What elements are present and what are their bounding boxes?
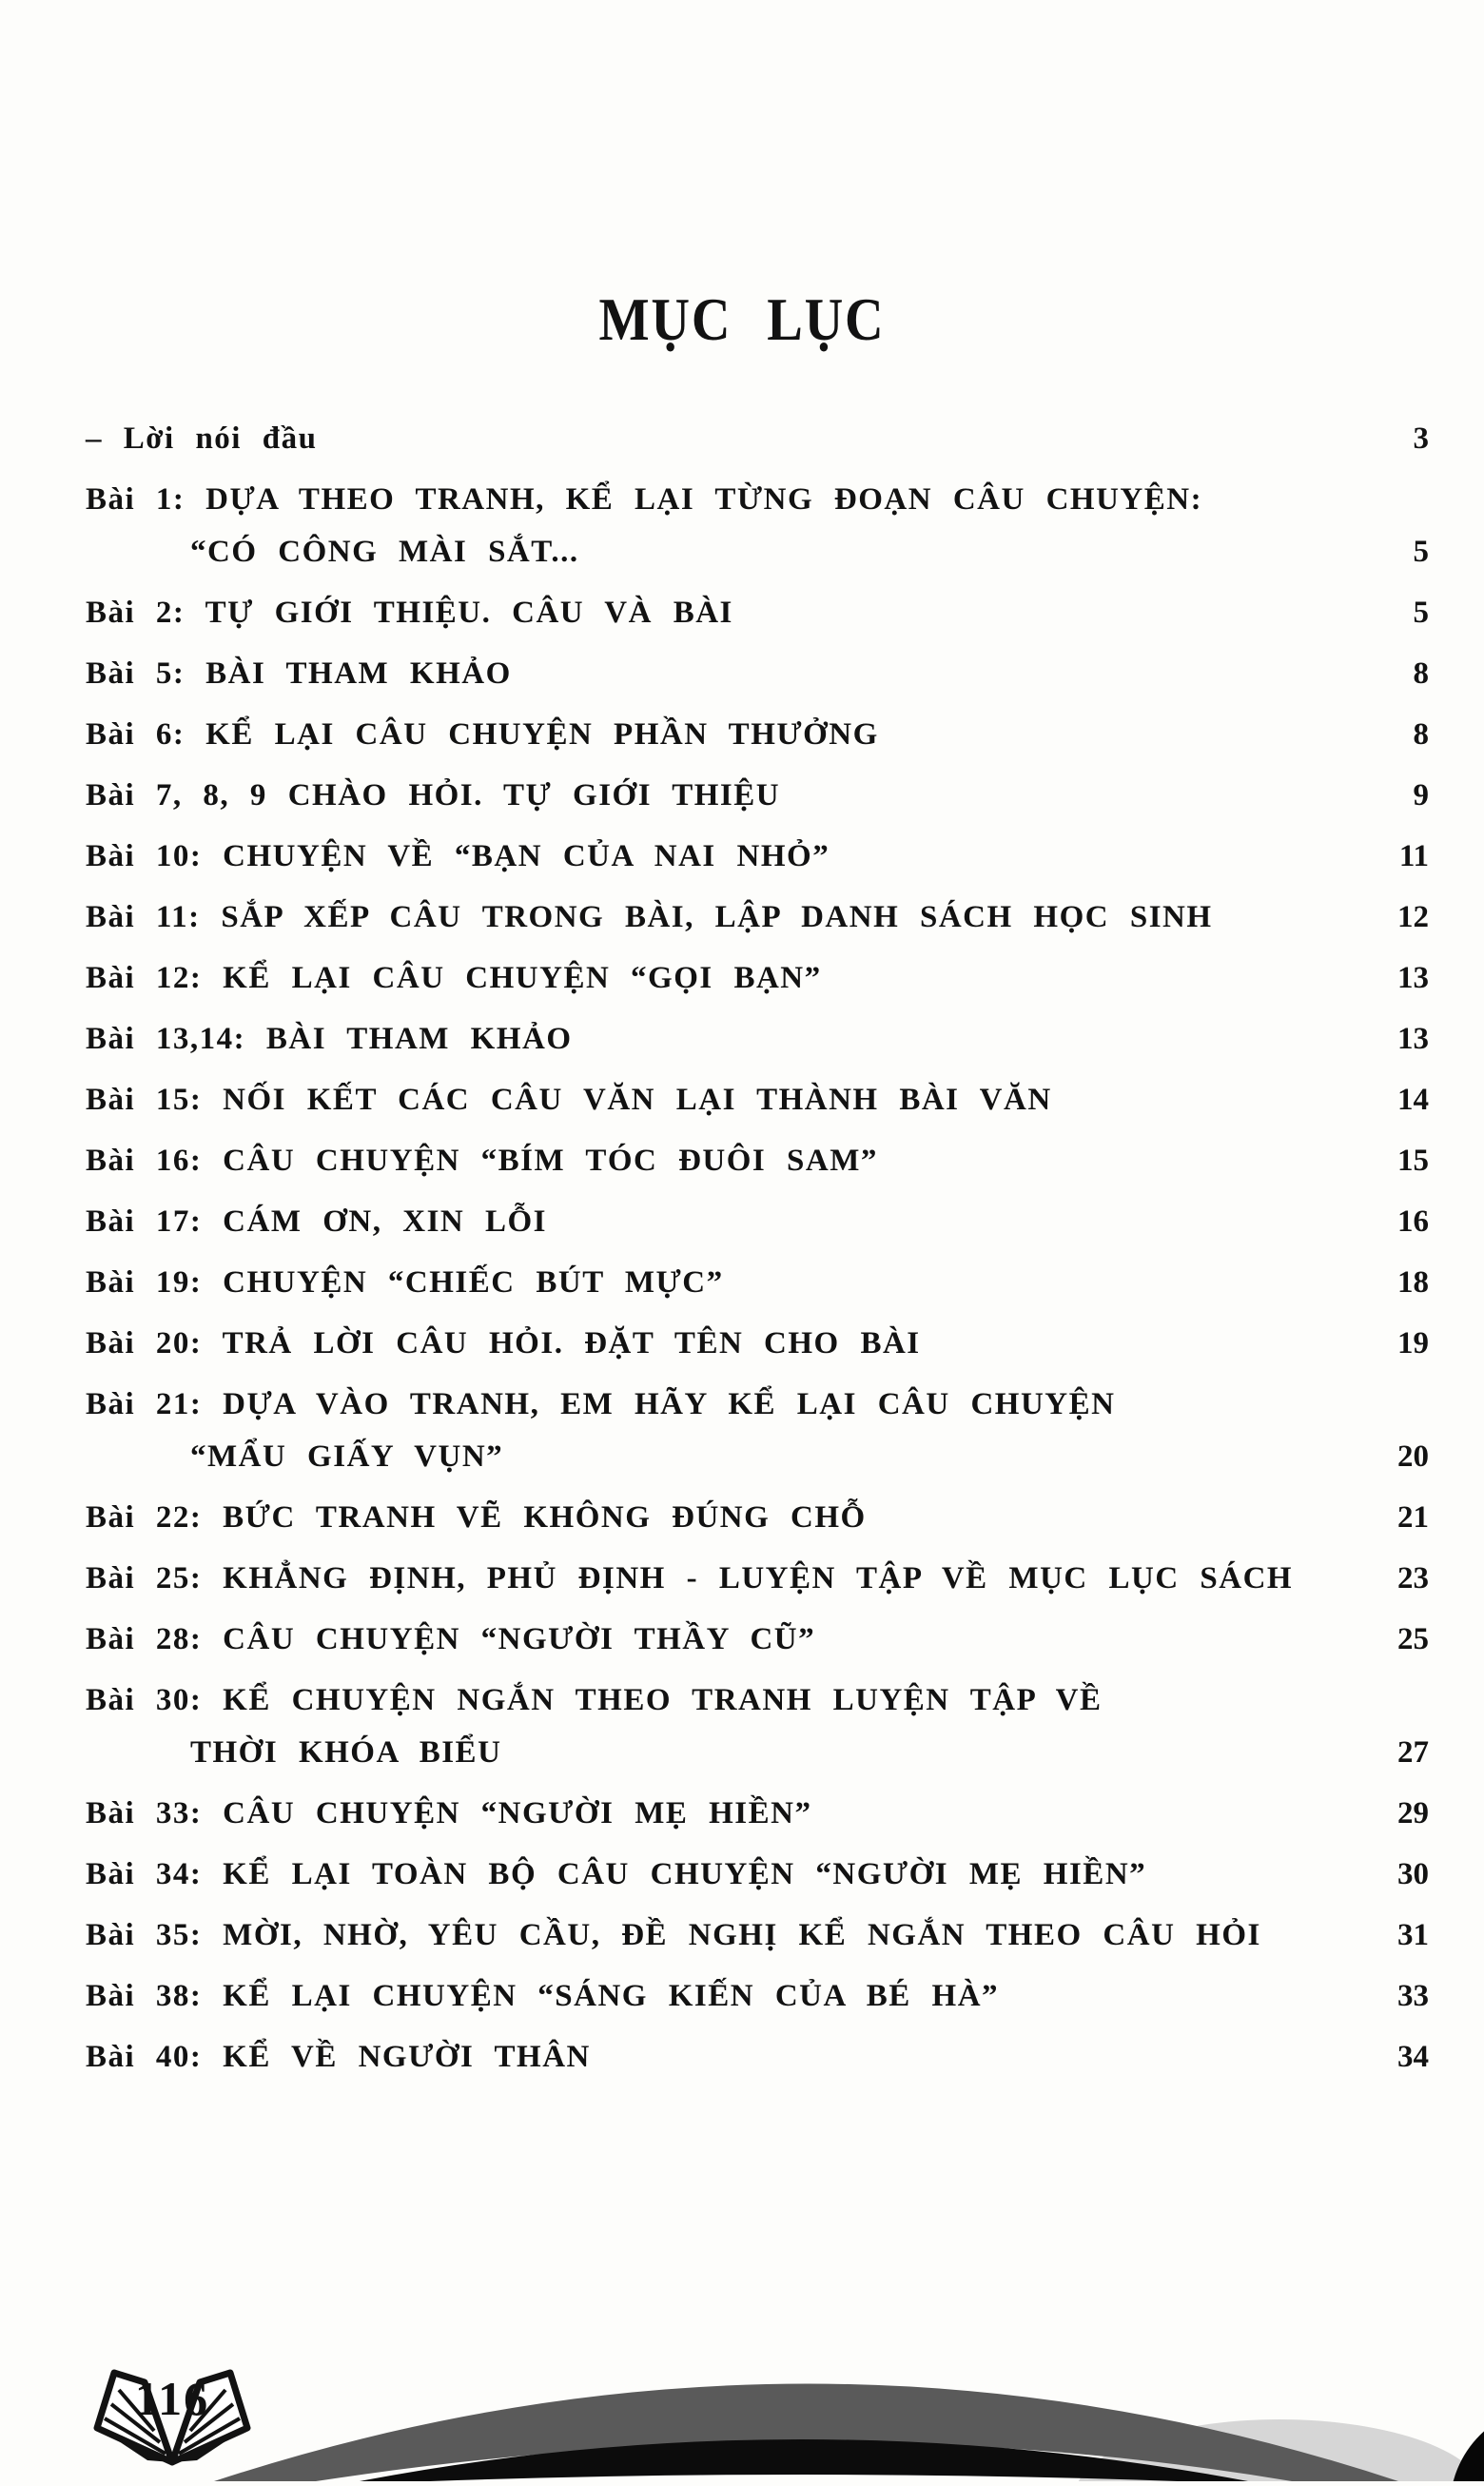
toc-entry-text [86,1970,1366,2023]
toc-entry [86,2031,1429,2084]
toc-entry-text [86,1135,1366,1187]
toc-entry-page: 31 [1397,1918,1429,1952]
toc-entry-title: CÁM ƠN, XIN LỖI [223,1204,548,1239]
toc-entry [86,1257,1429,1309]
toc-entry-title: CÂU CHUYỆN “BÍM TÓC ĐUÔI SAM” [223,1144,878,1178]
toc-entry-text [86,1788,1366,1840]
toc-entry [86,1909,1429,1962]
toc-entry-title: Lời nói đầu [123,421,318,456]
toc-entry-title: DỰA THEO TRANH, KỂ LẠI TỪNG ĐOẠN CÂU CHUYỆN: [205,482,1203,517]
toc-entry [86,413,1429,465]
toc-entry-title: KỂ LẠI CÂU CHUYỆN PHẦN THƯỞNG [205,717,879,752]
toc-entry-page: 13 [1397,1022,1429,1056]
toc-entry-page: 11 [1398,839,1429,873]
toc-entry [86,1074,1429,1126]
toc-entry [86,1553,1429,1605]
page-title [0,282,1484,358]
toc-entry-label: Bài 1: [86,482,186,517]
toc-entry-title-continuation: “CÓ CÔNG MÀI SẮT... [190,535,579,569]
toc-entry-title: TỰ GIỚI THIỆU. CÂU VÀ BÀI [205,596,733,630]
toc-entry-text [86,1318,1366,1370]
toc-entry [86,709,1429,761]
toc-entry-label: Bài 20: [86,1326,203,1360]
toc-entry-label: Bài 5: [86,656,186,691]
toc-entry-label: Bài 15: [86,1083,203,1117]
toc-entry-label: Bài 10: [86,839,203,873]
toc-entry-label: Bài 25: [86,1561,203,1595]
toc-entry-text [86,1492,1366,1544]
toc-entry-text [86,770,1366,822]
toc-entry-page: 16 [1397,1204,1429,1239]
toc-entry-text [86,1909,1366,1962]
toc-entry-page: 25 [1397,1622,1429,1656]
toc-entry-page: 21 [1397,1500,1429,1535]
toc-entry-title: SẮP XẾP CÂU TRONG BÀI, LẬP DANH SÁCH HỌC SINH [221,900,1213,934]
toc-entry-page: 9 [1413,778,1429,812]
toc-entry-page: 30 [1397,1857,1429,1891]
toc-entry-title: DỰA VÀO TRANH, EM HÃY KỂ LẠI CÂU CHUYỆN [223,1387,1116,1421]
toc-entry [86,1135,1429,1187]
toc-entry-title: KHẲNG ĐỊNH, PHỦ ĐỊNH - LUYỆN TẬP VỀ MỤC LỤC SÁCH [223,1561,1294,1595]
toc-entry-title-continuation: “MẨU GIẤY VỤN” [190,1439,504,1474]
toc-entry-title: BÀI THAM KHẢO [265,1022,573,1056]
toc-entry-page: 20 [1397,1439,1429,1474]
toc-entry-text [86,1553,1366,1605]
toc-entry-text [86,587,1366,639]
toc-entry [86,474,1429,578]
toc-entry [86,1970,1429,2023]
toc-entry-text [86,1196,1366,1248]
toc-entry [86,1196,1429,1248]
toc-entry [86,587,1429,639]
toc-entry-page: 13 [1397,961,1429,995]
toc-entry-text [86,1849,1366,1901]
toc-entry-text [86,1013,1366,1066]
toc-entry [86,1492,1429,1544]
toc-entry-label: Bài 30: [86,1683,203,1717]
toc-entry [86,1614,1429,1666]
toc-entry [86,831,1429,883]
toc-entry-label: Bài 38: [86,1979,203,2013]
toc-entry-title: BÀI THAM KHẢO [205,656,512,691]
toc-entry-label: Bài 13,14: [86,1022,246,1056]
toc-entry-page: 34 [1397,2040,1429,2074]
page-title-text: MỤC LỤC [598,285,886,353]
toc-entry-text [86,831,1366,883]
book-page-number: 116 [134,2372,210,2425]
toc-entry-text [86,1074,1366,1126]
toc-entry-title: KỂ LẠI CÂU CHUYỆN “GỌI BẠN” [223,961,822,995]
toc-entry-title: CHUYỆN VỀ “BẠN CỦA NAI NHỎ” [223,839,830,873]
toc-entry-text [86,952,1366,1005]
toc-entry-page: 14 [1397,1083,1429,1117]
toc-entry-label: Bài 12: [86,961,203,995]
toc-entry [86,648,1429,700]
toc-entry-label: Bài 11: [86,900,201,934]
toc-entry-title: TRẢ LỜI CÂU HỎI. ĐẶT TÊN CHO BÀI [222,1326,921,1360]
toc-entry [86,1379,1429,1483]
toc-entry-title: NỐI KẾT CÁC CÂU VĂN LẠI THÀNH BÀI VĂN [223,1083,1052,1117]
toc-entry-page: 3 [1413,421,1429,456]
toc-entry-title: KỂ VỀ NGƯỜI THÂN [223,2040,591,2074]
toc-entry-text [86,413,1366,465]
toc-entry-text [86,891,1366,944]
toc-entry [86,1318,1429,1370]
toc-entry [86,952,1429,1005]
toc-entry-label: Bài 7, 8, 9 [86,778,267,812]
toc-entry [86,1849,1429,1901]
toc-entry-page: 23 [1397,1561,1429,1595]
toc-entry-page: 18 [1397,1265,1429,1300]
page-number-badge [84,2367,261,2481]
toc-entry-text [86,1379,1366,1483]
toc-entry-label: Bài 40: [86,2040,203,2074]
toc-entry-label: Bài 17: [86,1204,203,1239]
toc-entry-page: 8 [1413,656,1429,691]
toc-entry-label: Bài 19: [86,1265,203,1300]
toc-entry-title: MỜI, NHỜ, YÊU CẦU, ĐỀ NGHỊ KỂ NGẮN THEO CÂU HỎI [223,1918,1261,1952]
toc-entry [86,891,1429,944]
toc-entry [86,770,1429,822]
toc-entry-label: Bài 6: [86,717,186,752]
toc-entry-label: – [86,421,103,456]
toc-entry-page: 5 [1413,596,1429,630]
toc-entry-text [86,1614,1366,1666]
toc-entry-text [86,648,1366,700]
toc-entry-text [86,1257,1366,1309]
toc-entry-page: 33 [1397,1979,1429,2013]
toc-entry-label: Bài 33: [86,1796,203,1830]
toc-entry-page: 5 [1413,535,1429,569]
toc-entry [86,1788,1429,1840]
toc-entry-label: Bài 28: [86,1622,203,1656]
toc-entry-label: Bài 2: [86,596,186,630]
toc-entry [86,1674,1429,1779]
toc-entry-page: 19 [1397,1326,1429,1360]
toc-entry-label: Bài 22: [86,1500,203,1535]
toc-entry-title: CÂU CHUYỆN “NGƯỜI THẦY CŨ” [223,1622,816,1656]
toc-entry-label: Bài 34: [86,1857,203,1891]
toc-list [0,413,1484,2084]
toc-entry-page: 27 [1397,1735,1429,1770]
toc-entry-page: 15 [1397,1144,1429,1178]
toc-entry-title: KỂ LẠI CHUYỆN “SÁNG KIẾN CỦA BÉ HÀ” [223,1979,1000,2013]
toc-entry-text [86,709,1366,761]
toc-entry-page: 8 [1413,717,1429,752]
toc-entry-page: 12 [1397,900,1429,934]
toc-entry-title: KỂ LẠI TOÀN BỘ CÂU CHUYỆN “NGƯỜI MẸ HIỀN” [223,1857,1147,1891]
toc-entry-page: 29 [1397,1796,1429,1830]
toc-entry-text [86,2031,1366,2084]
toc-entry-text [86,1674,1366,1779]
toc-entry-title: CHÀO HỎI. TỰ GIỚI THIỆU [287,778,781,812]
toc-entry-title-continuation: THỜI KHÓA BIỂU [190,1735,502,1770]
toc-entry-label: Bài 35: [86,1918,203,1952]
toc-entry-label: Bài 16: [86,1144,203,1178]
toc-entry-text [86,474,1366,578]
toc-entry-title: CHUYỆN “CHIẾC BÚT MỰC” [223,1265,724,1300]
toc-entry-label: Bài 21: [86,1387,203,1421]
toc-entry-title: BỨC TRANH VẼ KHÔNG ĐÚNG CHỖ [223,1500,867,1535]
toc-entry [86,1013,1429,1066]
toc-entry-title: CÂU CHUYỆN “NGƯỜI MẸ HIỀN” [223,1796,812,1830]
toc-entry-title: KỂ CHUYỆN NGẮN THEO TRANH LUYỆN TẬP VỀ [223,1683,1103,1717]
